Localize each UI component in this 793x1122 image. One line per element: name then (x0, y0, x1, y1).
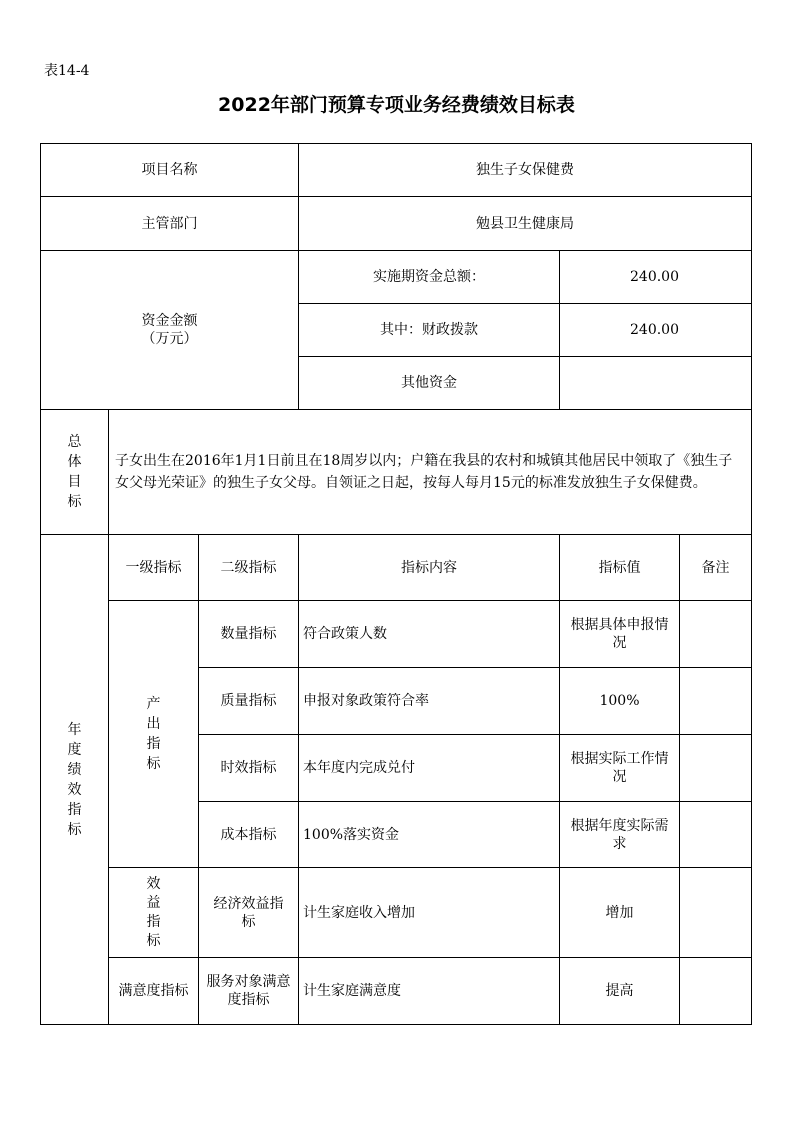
header-level1: 一级指标 (108, 534, 199, 601)
funds-total-label: 实施期资金总额： (298, 250, 560, 304)
goal-label-char: 体 (67, 454, 82, 470)
row-content: 申报对象政策符合率 (298, 667, 560, 735)
header-content: 指标内容 (298, 534, 560, 601)
row-remark (679, 957, 752, 1025)
table-number: 表14-4 (44, 63, 90, 79)
annual-label-char: 指 (67, 801, 82, 818)
row-level2: 质量指标 (198, 667, 299, 735)
header-value: 指标值 (559, 534, 680, 601)
row-content: 本年度内完成兑付 (298, 734, 560, 802)
row-content: 计生家庭满意度 (298, 957, 560, 1025)
satisfaction-indicator-label: 满意度指标 (108, 957, 199, 1025)
project-name-label: 项目名称 (40, 143, 299, 197)
row-content: 符合政策人数 (298, 600, 560, 668)
row-value: 根据实际工作情况 (559, 734, 680, 802)
annual-label-char: 年 (67, 721, 82, 738)
row-level2: 服务对象满意度指标 (198, 957, 299, 1025)
funds-label-line2: （万元） (141, 331, 198, 347)
output-label-char: 产 (146, 696, 161, 712)
row-level2: 时效指标 (198, 734, 299, 802)
funds-fiscal-value: 240.00 (559, 303, 752, 357)
department-value: 勉县卫生健康局 (298, 196, 752, 251)
project-name-value: 独生子女保健费 (298, 143, 752, 197)
annual-label-char: 效 (67, 781, 82, 798)
output-label-char: 标 (146, 756, 161, 772)
row-value: 根据具体申报情况 (559, 600, 680, 668)
funds-other-label: 其他资金 (298, 356, 560, 410)
output-label-char: 指 (146, 736, 161, 752)
row-remark (679, 801, 752, 868)
output-label-char: 出 (146, 716, 161, 732)
row-content: 计生家庭收入增加 (298, 867, 560, 958)
row-value: 增加 (559, 867, 680, 958)
goal-label-char: 标 (67, 494, 82, 510)
goal-text: 子女出生在2016年1月1日前且在18周岁以内；户籍在我县的农村和城镇其他居民中领取了《独生子女父母光荣证》的独生子女父母。自领证之日起，按每人每月15元的标准发放独生子女保健费。 (108, 409, 752, 535)
header-level2: 二级指标 (198, 534, 299, 601)
header-remark: 备注 (679, 534, 752, 601)
funds-other-value (559, 356, 752, 410)
row-level2: 数量指标 (198, 600, 299, 668)
page-title: 2022年部门预算专项业务经费绩效目标表 (218, 94, 575, 116)
row-value: 根据年度实际需求 (559, 801, 680, 868)
output-indicator-label (108, 600, 199, 868)
funds-label (40, 250, 299, 410)
row-remark (679, 667, 752, 735)
goal-label (40, 409, 109, 535)
row-level2: 经济效益指标 (198, 867, 299, 958)
row-value: 提高 (559, 957, 680, 1025)
goal-label-char: 目 (67, 474, 82, 490)
benefit-label-char: 益 (146, 894, 161, 911)
annual-label (40, 534, 109, 1025)
row-value: 100% (559, 667, 680, 735)
goal-label-char: 总 (67, 434, 82, 450)
funds-label-line1: 资金金额 (141, 313, 198, 329)
department-label: 主管部门 (40, 196, 299, 251)
annual-label-char: 标 (67, 821, 82, 838)
benefit-label-char: 效 (146, 875, 161, 892)
funds-total-value: 240.00 (559, 250, 752, 304)
benefit-indicator-label (108, 867, 199, 958)
annual-label-char: 度 (67, 741, 82, 758)
row-remark (679, 600, 752, 668)
row-content: 100%落实资金 (298, 801, 560, 868)
row-remark (679, 867, 752, 958)
benefit-label-char: 指 (146, 913, 161, 930)
row-remark (679, 734, 752, 802)
annual-label-char: 绩 (67, 761, 82, 778)
funds-fiscal-label: 其中：财政拨款 (298, 303, 560, 357)
benefit-label-char: 标 (146, 932, 161, 949)
row-level2: 成本指标 (198, 801, 299, 868)
